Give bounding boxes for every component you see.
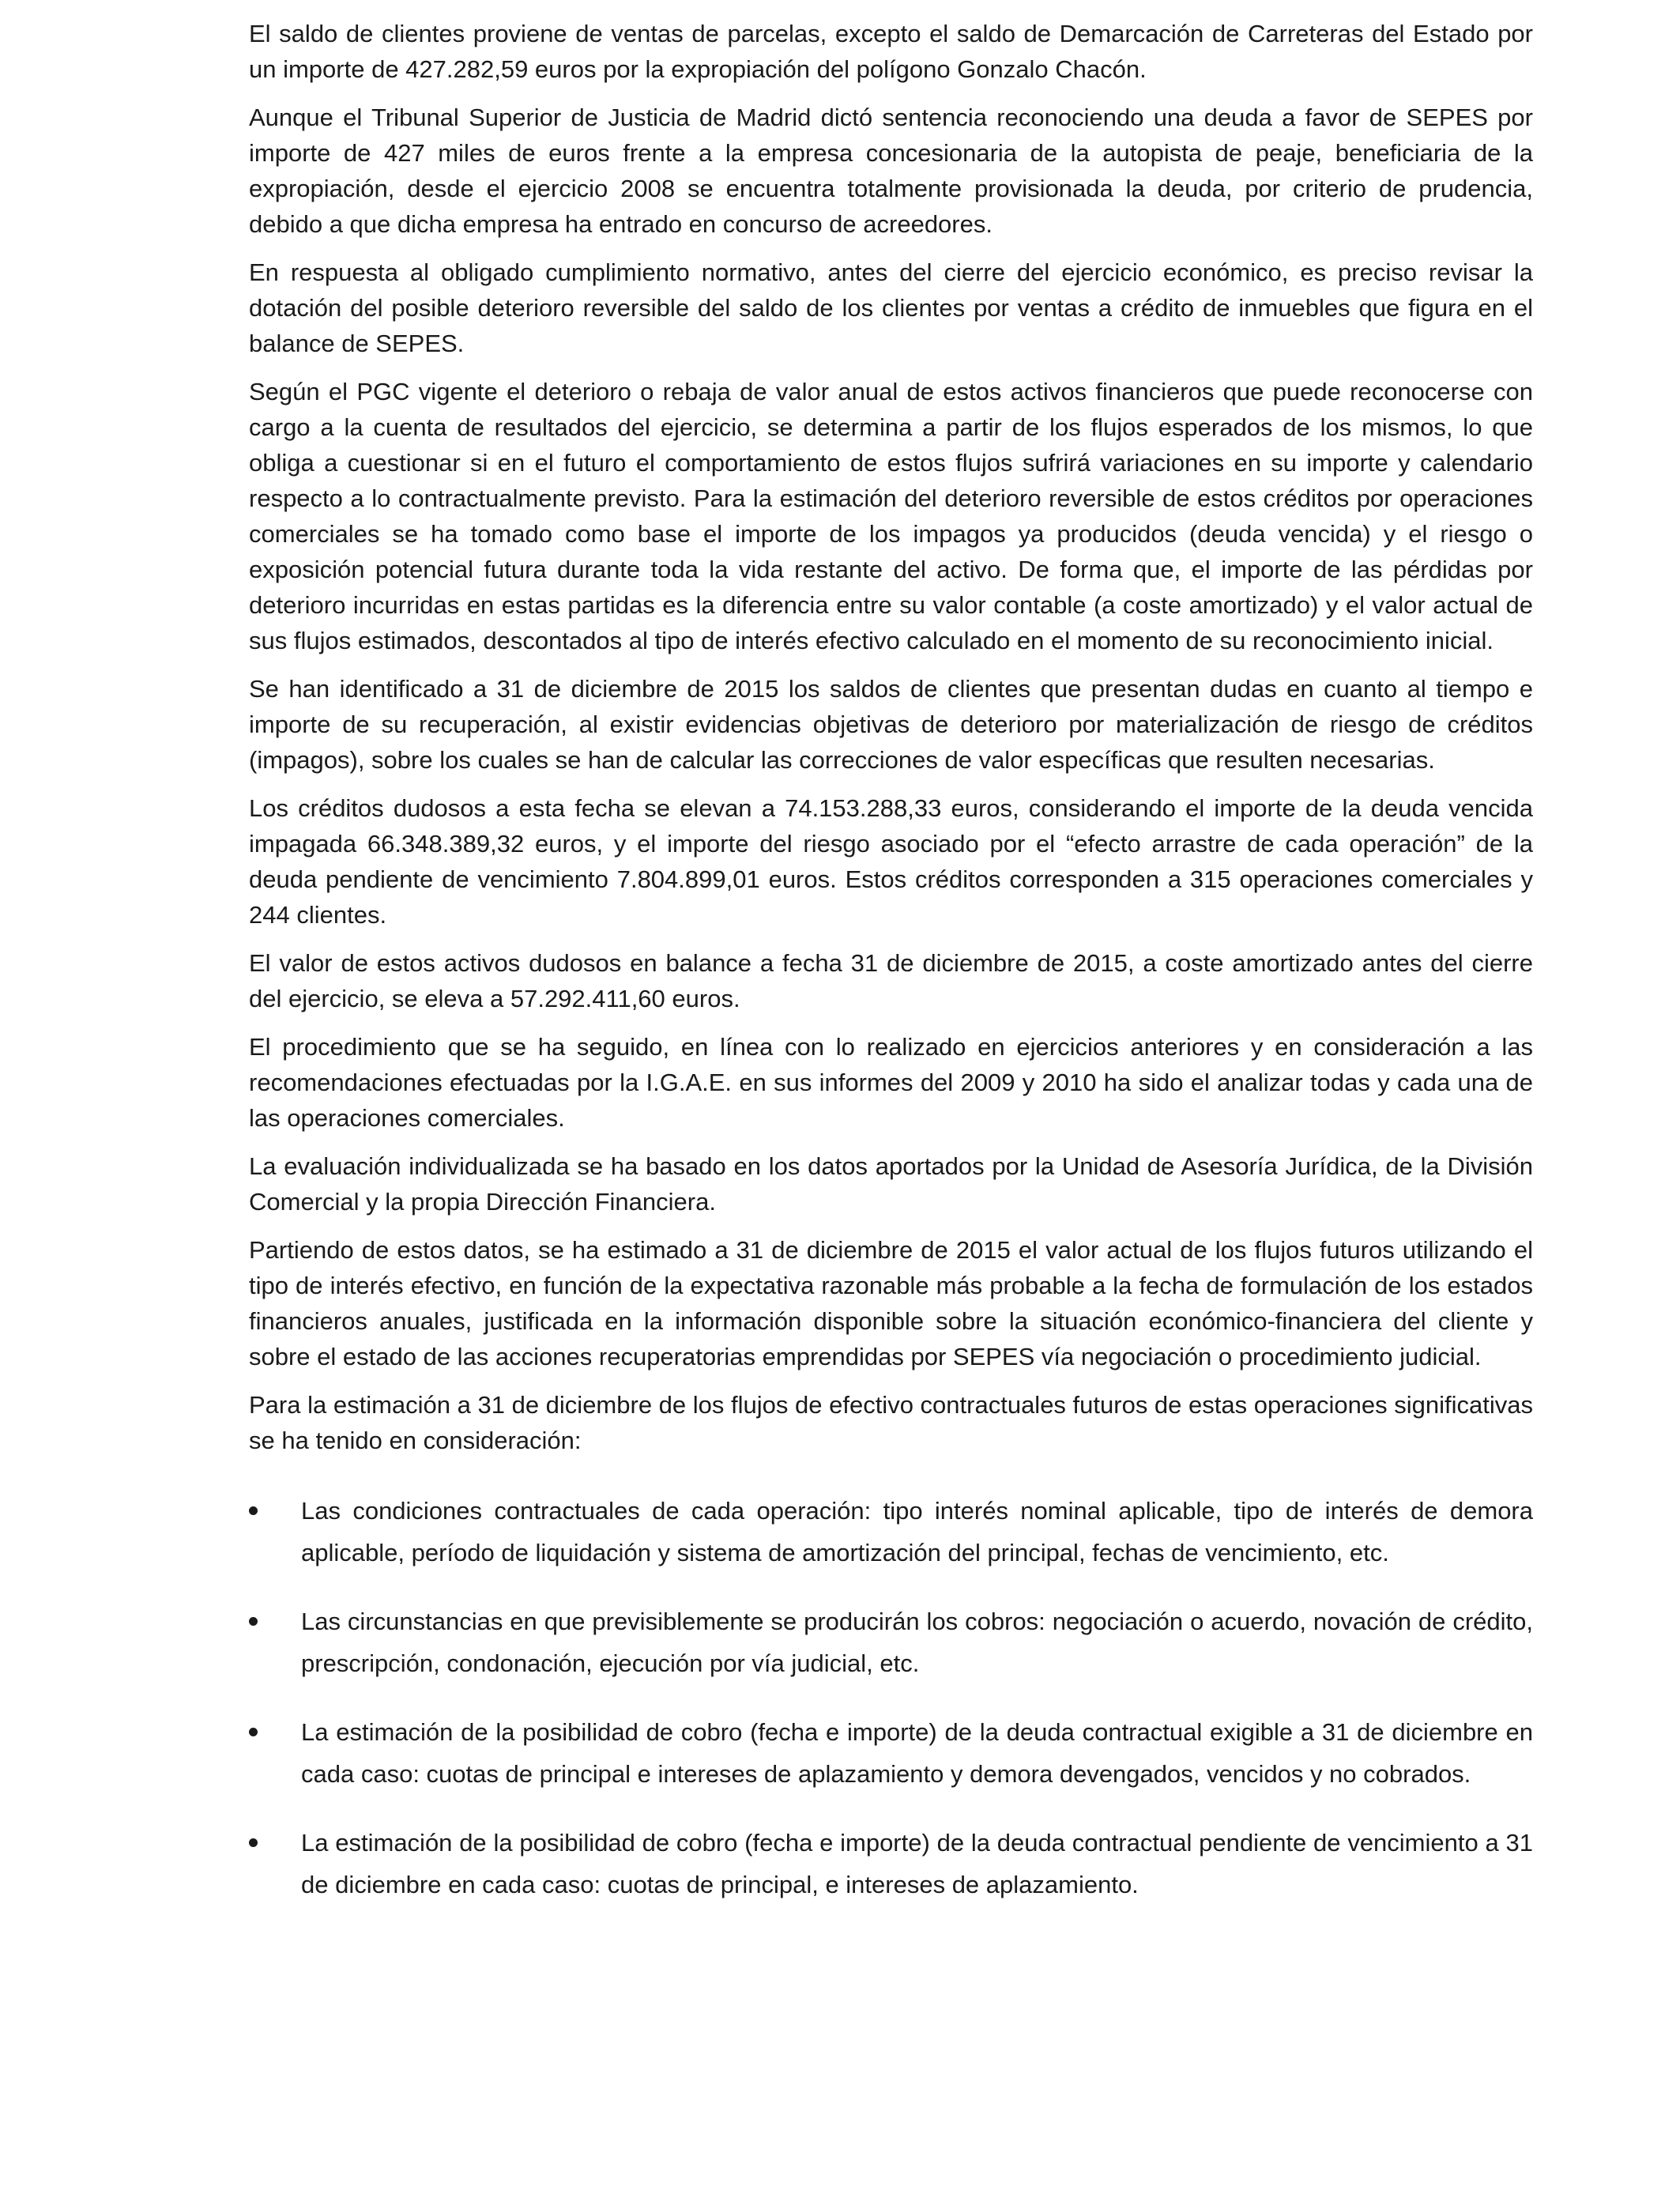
paragraph: En respuesta al obligado cumplimiento normativo, antes del cierre del ejercicio económico, es preciso revisar la dotación del posible deterioro reversible del saldo de los clientes por ventas a crédito de inmuebles que figura en el balance de SEPES.	[249, 258, 1533, 357]
paragraph: Los créditos dudosos a esta fecha se elevan a 74.153.288,33 euros, considerando el importe de la deuda vencida impagada 66.348.389,32 euros, y el importe del riesgo asociado por el “efecto arrastre de cada operación” de la deuda pendiente de vencimiento 7.804.899,01 euros. Estos créditos corresponden a 315 operaciones comerciales y 244 clientes.	[249, 794, 1533, 929]
document-page	[249, 16, 1533, 1932]
bullet-item	[249, 1822, 1533, 1906]
bullet-list	[249, 1490, 1533, 1906]
bullet-text: La estimación de la posibilidad de cobro (fecha e importe) de la deuda contractual exigible a 31 de diciembre en cada caso: cuotas de principal e intereses de aplazamiento y demora devengados, vencidos y no cobrados.	[301, 1718, 1533, 1788]
bullet-dot-icon	[249, 1617, 258, 1626]
bullet-dot-icon	[249, 1506, 258, 1515]
paragraph: El saldo de clientes proviene de ventas de parcelas, excepto el saldo de Demarcación de Carreteras del Estado por un importe de 427.282,59 euros por la expropiación del polígono Gonzalo Chacón.	[249, 20, 1533, 83]
bullet-dot-icon	[249, 1728, 258, 1736]
paragraph: La evaluación individualizada se ha basado en los datos aportados por la Unidad de Asesoría Jurídica, de la División Comercial y la propia Dirección Financiera.	[249, 1152, 1533, 1216]
bullet-text: Las condiciones contractuales de cada operación: tipo interés nominal aplicable, tipo de interés de demora aplicable, período de liquidación y sistema de amortización del principal, fechas de vencimiento, etc.	[301, 1497, 1533, 1566]
paragraph: Para la estimación a 31 de diciembre de los flujos de efectivo contractuales futuros de estas operaciones significativas se ha tenido en consideración:	[249, 1391, 1533, 1454]
paragraph: Aunque el Tribunal Superior de Justicia de Madrid dictó sentencia reconociendo una deuda a favor de SEPES por importe de 427 miles de euros frente a la empresa concesionaria de la autopista de peaje, beneficiaria de la expropiación, desde el ejercicio 2008 se encuentra totalmente provisionada la deuda, por criterio de prudencia, debido a que dicha empresa ha entrado en concurso de acreedores.	[249, 104, 1533, 238]
paragraph: Partiendo de estos datos, se ha estimado a 31 de diciembre de 2015 el valor actual de los flujos futuros utilizando el tipo de interés efectivo, en función de la expectativa razonable más probable a la fecha de formulación de los estados financieros anuales, justificada en la información disponible sobre la situación económico-financiera del cliente y sobre el estado de las acciones recuperatorias emprendidas por SEPES vía negociación o procedimiento judicial.	[249, 1236, 1533, 1370]
paragraph: El valor de estos activos dudosos en balance a fecha 31 de diciembre de 2015, a coste amortizado antes del cierre del ejercicio, se eleva a 57.292.411,60 euros.	[249, 949, 1533, 1012]
bullet-text: La estimación de la posibilidad de cobro (fecha e importe) de la deuda contractual pendiente de vencimiento a 31 de diciembre en cada caso: cuotas de principal, e intereses de aplazamiento.	[301, 1829, 1533, 1898]
bullet-text: Las circunstancias en que previsiblemente se producirán los cobros: negociación o acuerdo, novación de crédito, prescripción, condonación, ejecución por vía judicial, etc.	[301, 1608, 1533, 1677]
paragraph: Según el PGC vigente el deterioro o rebaja de valor anual de estos activos financieros que puede reconocerse con cargo a la cuenta de resultados del ejercicio, se determina a partir de los flujos esperados de los mismos, lo que obliga a cuestionar si en el futuro el comportamiento de estos flujos sufrirá variaciones en su importe y calendario respecto a lo contractualmente previsto. Para la estimación del deterioro reversible de estos créditos por operaciones comerciales se ha tomado como base el importe de los impagos ya producidos (deuda vencida) y el riesgo o exposición potencial futura durante toda la vida restante del activo. De forma que, el importe de las pérdidas por deterioro incurridas en estas partidas es la diferencia entre su valor contable (a coste amortizado) y el valor actual de sus flujos estimados, descontados al tipo de interés efectivo calculado en el momento de su reconocimiento inicial.	[249, 378, 1533, 654]
bullet-item	[249, 1711, 1533, 1795]
bullet-dot-icon	[249, 1838, 258, 1847]
bullet-item	[249, 1490, 1533, 1574]
bullet-item	[249, 1600, 1533, 1684]
paragraph: Se han identificado a 31 de diciembre de 2015 los saldos de clientes que presentan dudas en cuanto al tiempo e importe de su recuperación, al existir evidencias objetivas de deterioro por materialización de riesgo de créditos (impagos), sobre los cuales se han de calcular las correcciones de valor específicas que resulten necesarias.	[249, 675, 1533, 774]
paragraph: El procedimiento que se ha seguido, en línea con lo realizado en ejercicios anteriores y en consideración a las recomendaciones efectuadas por la I.G.A.E. en sus informes del 2009 y 2010 ha sido el analizar todas y cada una de las operaciones comerciales.	[249, 1033, 1533, 1132]
